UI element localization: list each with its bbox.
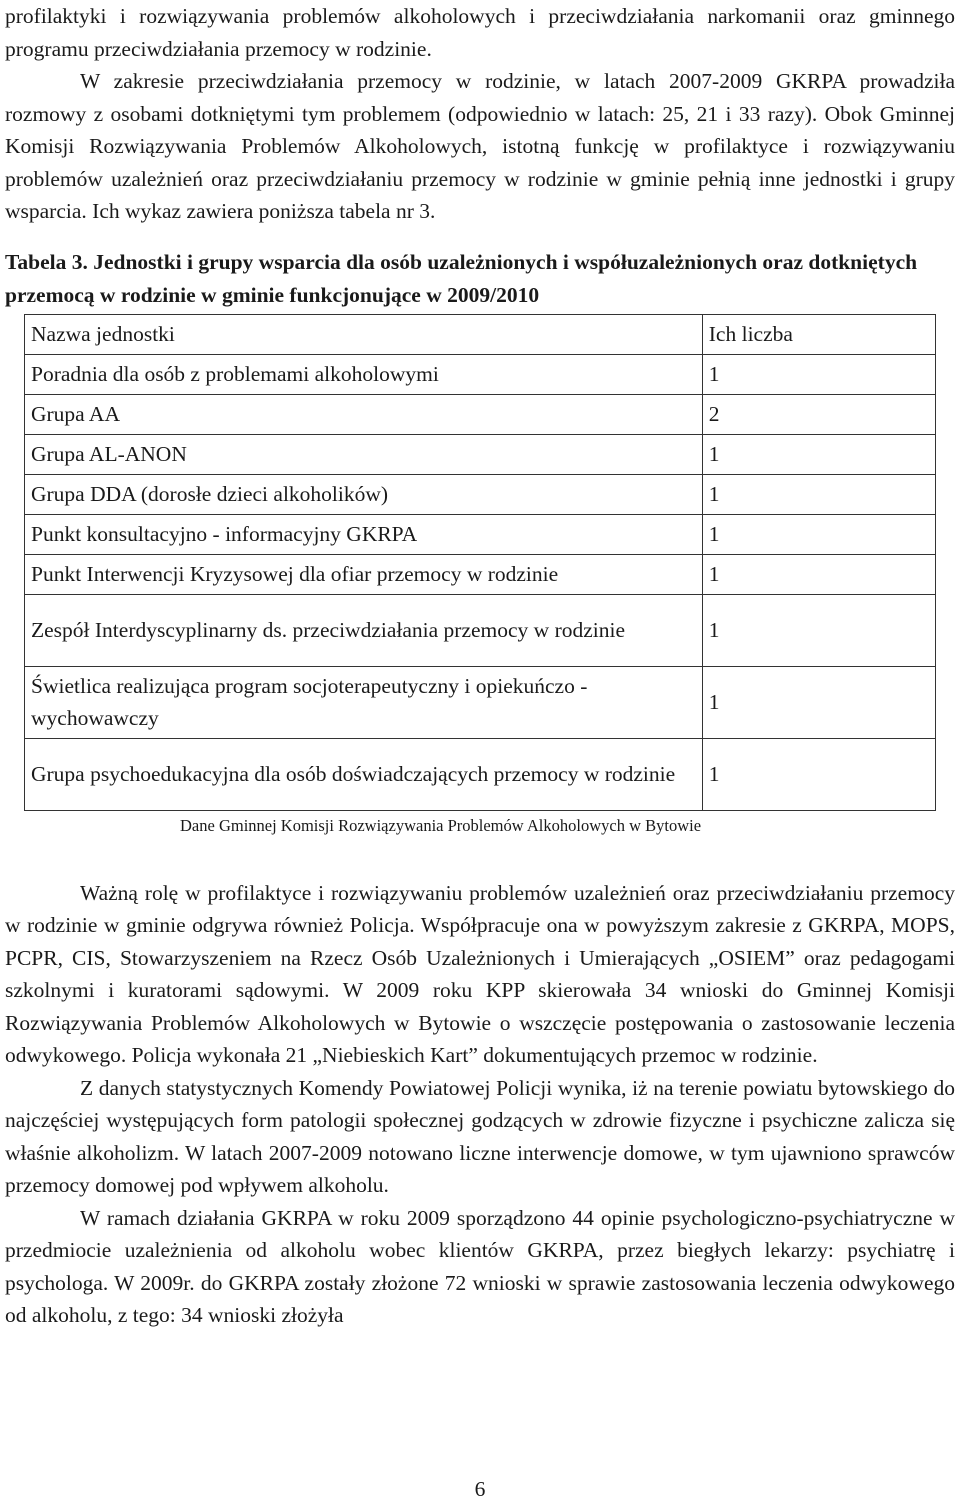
row-count: 2 bbox=[702, 394, 935, 434]
row-count: 1 bbox=[702, 354, 935, 394]
row-name: Grupa psychoedukacyjna dla osób doświadczających przemocy w rodzinie bbox=[25, 738, 703, 810]
page-number: 6 bbox=[474, 1477, 486, 1501]
row-name: Grupa DDA (dorosłe dzieci alkoholików) bbox=[25, 474, 703, 514]
table-row bbox=[25, 394, 936, 434]
row-count: 1 bbox=[702, 474, 935, 514]
table-caption: Tabela 3. Jednostki i grupy wsparcia dla osób uzależnionych i współuzależnionych oraz dotkniętych przemocą w rodzinie w gminie funkcjonujące w 2009/2010 bbox=[5, 249, 918, 307]
table-row bbox=[25, 738, 936, 810]
row-count: 1 bbox=[702, 594, 935, 666]
paragraph-statistics: Z danych statystycznych Komendy Powiatowej Policji wynika, iż na terenie powiatu bytowskiego do najczęściej występujących form patologii społecznej godzących w zdrowie fizyczne i psychiczne zalicza się właśnie alkoholizm. W latach 2007-2009 notowano liczne interwencje domowe, w tym ujawniono sprawców przemocy domowej pod wpływem alkoholu. bbox=[5, 1075, 955, 1197]
table-row bbox=[25, 434, 936, 474]
table-row bbox=[25, 594, 936, 666]
table-row bbox=[25, 474, 936, 514]
row-count: 1 bbox=[702, 434, 935, 474]
table-source-note: Dane Gminnej Komisji Rozwiązywania Problemów Alkoholowych w Bytowie bbox=[180, 815, 702, 835]
row-name: Punkt Interwencji Kryzysowej dla ofiar przemocy w rodzinie bbox=[25, 554, 703, 594]
header-count: Ich liczba bbox=[702, 314, 935, 354]
row-name: Świetlica realizująca program socjoterapeutyczny i opiekuńczo - wychowawczy bbox=[25, 666, 703, 738]
row-name: Grupa AA bbox=[25, 394, 703, 434]
row-count: 1 bbox=[702, 554, 935, 594]
row-name: Zespół Interdyscyplinarny ds. przeciwdziałania przemocy w rodzinie bbox=[25, 594, 703, 666]
header-unit-name: Nazwa jednostki bbox=[25, 314, 703, 354]
paragraph-violence-prevention: W zakresie przeciwdziałania przemocy w rodzinie, w latach 2007-2009 GKRPA prowadziła rozmowy z osobami dotkniętymi tym problemem (odpowiednio w latach: 25, 21 i 33 razy). Obok Gminnej Komisji Rozwiązywania Problemów Alkoholowych, istotną funkcję w profilaktyce i rozwiązywaniu problemów uzależnień oraz przeciwdziałaniu przemocy w rodzinie w gminie pełnią inne jednostki i grupy wsparcia. Ich wykaz zawiera poniższa tabela nr 3. bbox=[5, 69, 955, 223]
row-name: Punkt konsultacyjno - informacyjny GKRPA bbox=[25, 514, 703, 554]
table-header-row bbox=[25, 314, 936, 354]
table-row bbox=[25, 666, 936, 738]
paragraph-continuation: profilaktyki i rozwiązywania problemów alkoholowych i przeciwdziałania narkomanii oraz gminnego programu przeciwdziałania przemocy w rodzinie. bbox=[5, 4, 955, 61]
paragraph-police: Ważną rolę w profilaktyce i rozwiązywaniu problemów uzależnień oraz przeciwdziałaniu przemocy w rodzinie w gminie odgrywa również Policja. Współpracuje ona w powyższym zakresie z GKRPA, MOPS, PCPR, CIS, Stowarzyszeniem na Rzecz Osób Uzależnionych i Umierających „OSIEM” oraz pedagogami szkolnymi i kuratorami sądowymi. W 2009 roku KPP skierowała 34 wnioski do Gminnej Komisji Rozwiązywania Problemów Alkoholowych w Bytowie o wszczęcie postępowania o zastosowanie leczenia odwykowego. Policja wykonała 21 „Niebieskich Kart” dokumentujących przemoc w rodzinie. bbox=[5, 880, 955, 1067]
support-groups-table bbox=[24, 314, 936, 811]
table-row bbox=[25, 514, 936, 554]
paragraph-opinions: W ramach działania GKRPA w roku 2009 sporządzono 44 opinie psychologiczno-psychiatryczne w przedmiocie uzależnienia od alkoholu wobec klientów GKRPA, przez biegłych lekarzy: psychiatrę i psychologa. W 2009r. do GKRPA zostały złożone 72 wnioski w sprawie zastosowania leczenia odwykowego od alkoholu, z tego: 34 wnioski złożyła bbox=[5, 1205, 955, 1327]
row-count: 1 bbox=[702, 666, 935, 738]
row-name: Grupa AL-ANON bbox=[25, 434, 703, 474]
document-page bbox=[5, 0, 955, 1332]
row-count: 1 bbox=[702, 738, 935, 810]
table-row bbox=[25, 554, 936, 594]
row-count: 1 bbox=[702, 514, 935, 554]
table-row bbox=[25, 354, 936, 394]
row-name: Poradnia dla osób z problemami alkoholowymi bbox=[25, 354, 703, 394]
